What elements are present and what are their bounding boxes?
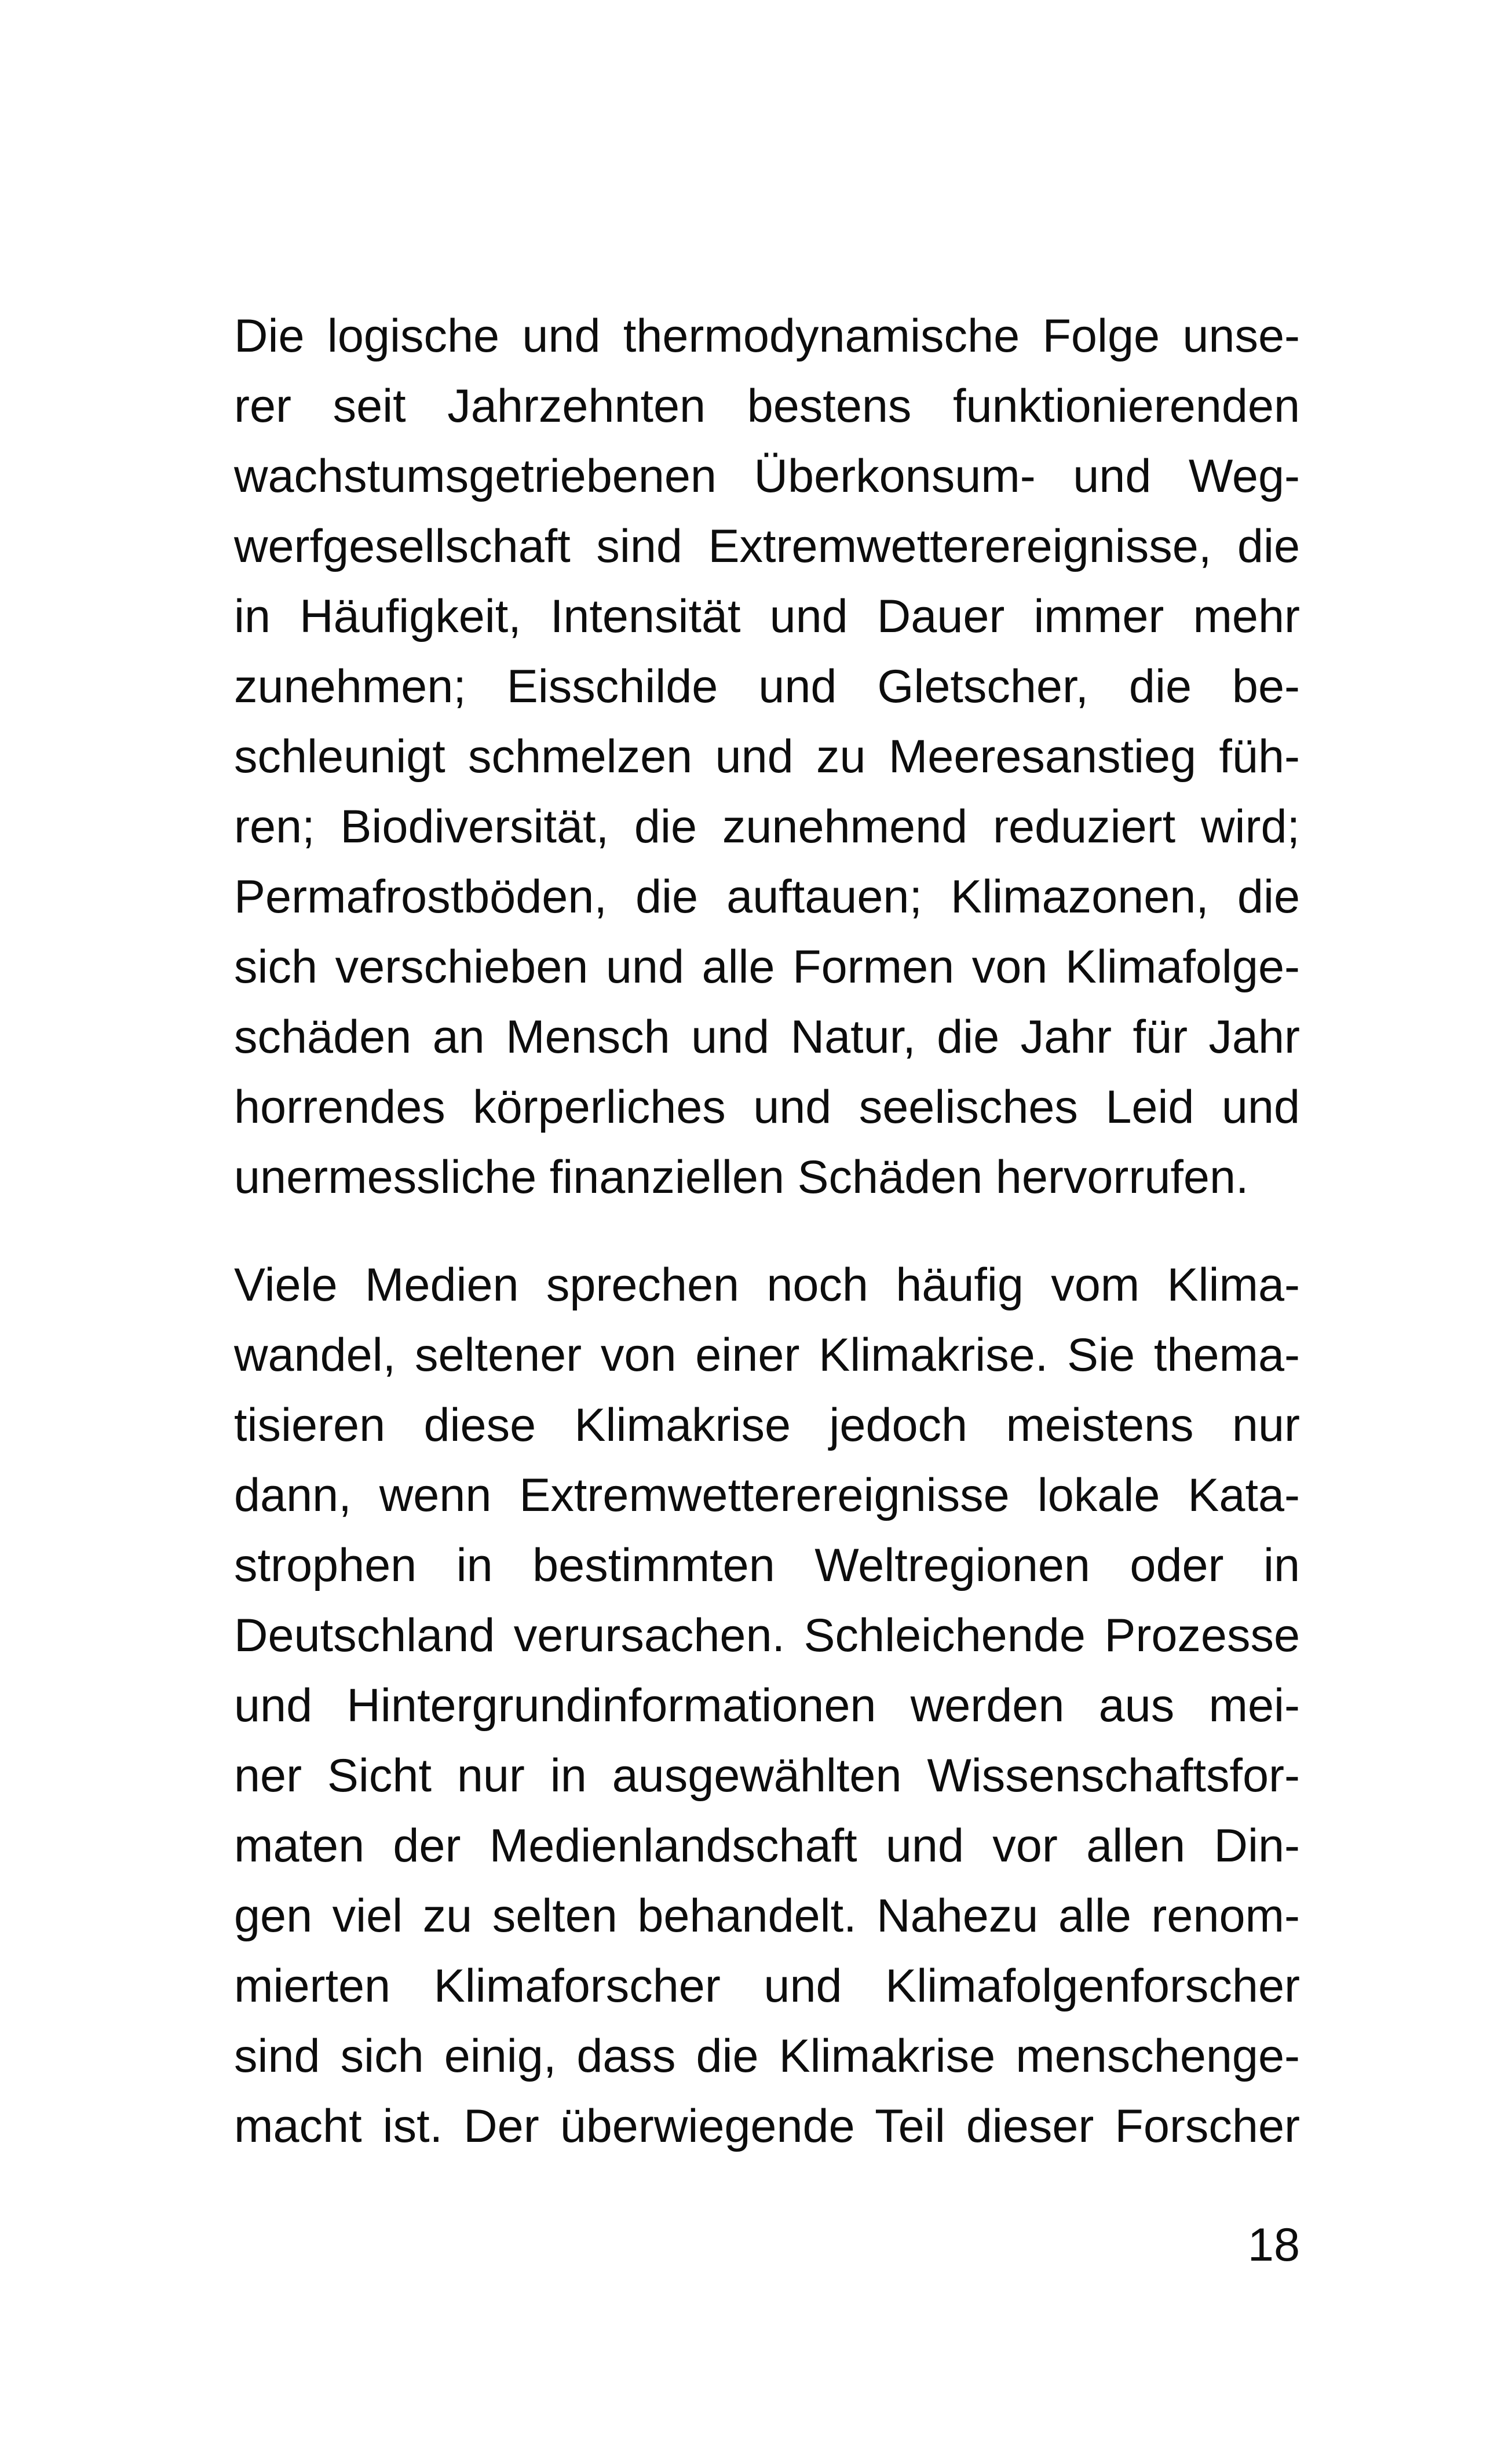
text-line: schleunigt schmelzen und zu Meeresanstieg füh- (234, 731, 1300, 783)
text-line: wandel, seltener von einer Klimakrise. Sie thema- (234, 1329, 1300, 1381)
text-line: Viele Medien sprechen noch häufig vom Klima- (234, 1259, 1300, 1311)
text-line: Permafrostböden, die auftauen; Klimazonen, die (234, 871, 1300, 923)
text-line: rer seit Jahrzehnten bestens funktionierenden (234, 380, 1300, 432)
text-line: ner Sicht nur in ausgewählten Wissenschaftsfor- (234, 1750, 1300, 1802)
paragraph-1 (234, 301, 1300, 1213)
text-line: wachstumsgetriebenen Überkonsum- und Weg- (234, 450, 1300, 502)
page-number: 18 (1247, 2219, 1300, 2271)
paragraph-2 (234, 1250, 1300, 2162)
text-line: dann, wenn Extremwetterereignisse lokale Kata- (234, 1469, 1300, 1521)
text-line: gen viel zu selten behandelt. Nahezu alle renom- (234, 1890, 1300, 1942)
text-line: horrendes körperliches und seelisches Leid und (234, 1081, 1300, 1133)
text-line: unermessliche finanziellen Schäden hervorrufen. (234, 1151, 1249, 1203)
text-line: schäden an Mensch und Natur, die Jahr für Jahr (234, 1011, 1300, 1063)
text-line: tisieren diese Klimakrise jedoch meistens nur (234, 1399, 1300, 1451)
text-line: strophen in bestimmten Weltregionen oder in (234, 1539, 1300, 1591)
text-line: sich verschieben und alle Formen von Klimafolge- (234, 941, 1300, 993)
text-line: zunehmen; Eisschilde und Gletscher, die be- (234, 660, 1300, 713)
text-line: macht ist. Der überwiegende Teil dieser Forscher (234, 2100, 1300, 2152)
text-line: ren; Biodiversität, die zunehmend reduziert wird; (234, 801, 1300, 853)
text-line: mierten Klimaforscher und Klimafolgenforscher (234, 1960, 1300, 2012)
text-line: Die logische und thermodynamische Folge unse- (234, 310, 1300, 362)
text-line: und Hintergrundinformationen werden aus mei- (234, 1680, 1300, 1732)
text-line: Deutschland verursachen. Schleichende Prozesse (234, 1609, 1300, 1662)
text-line: in Häufigkeit, Intensität und Dauer immer mehr (234, 590, 1300, 643)
text-line: sind sich einig, dass die Klimakrise menschenge- (234, 2030, 1300, 2082)
text-line: werfgesellschaft sind Extremwetterereignisse, die (234, 520, 1300, 572)
text-line: maten der Medienlandschaft und vor allen Din- (234, 1820, 1300, 1872)
